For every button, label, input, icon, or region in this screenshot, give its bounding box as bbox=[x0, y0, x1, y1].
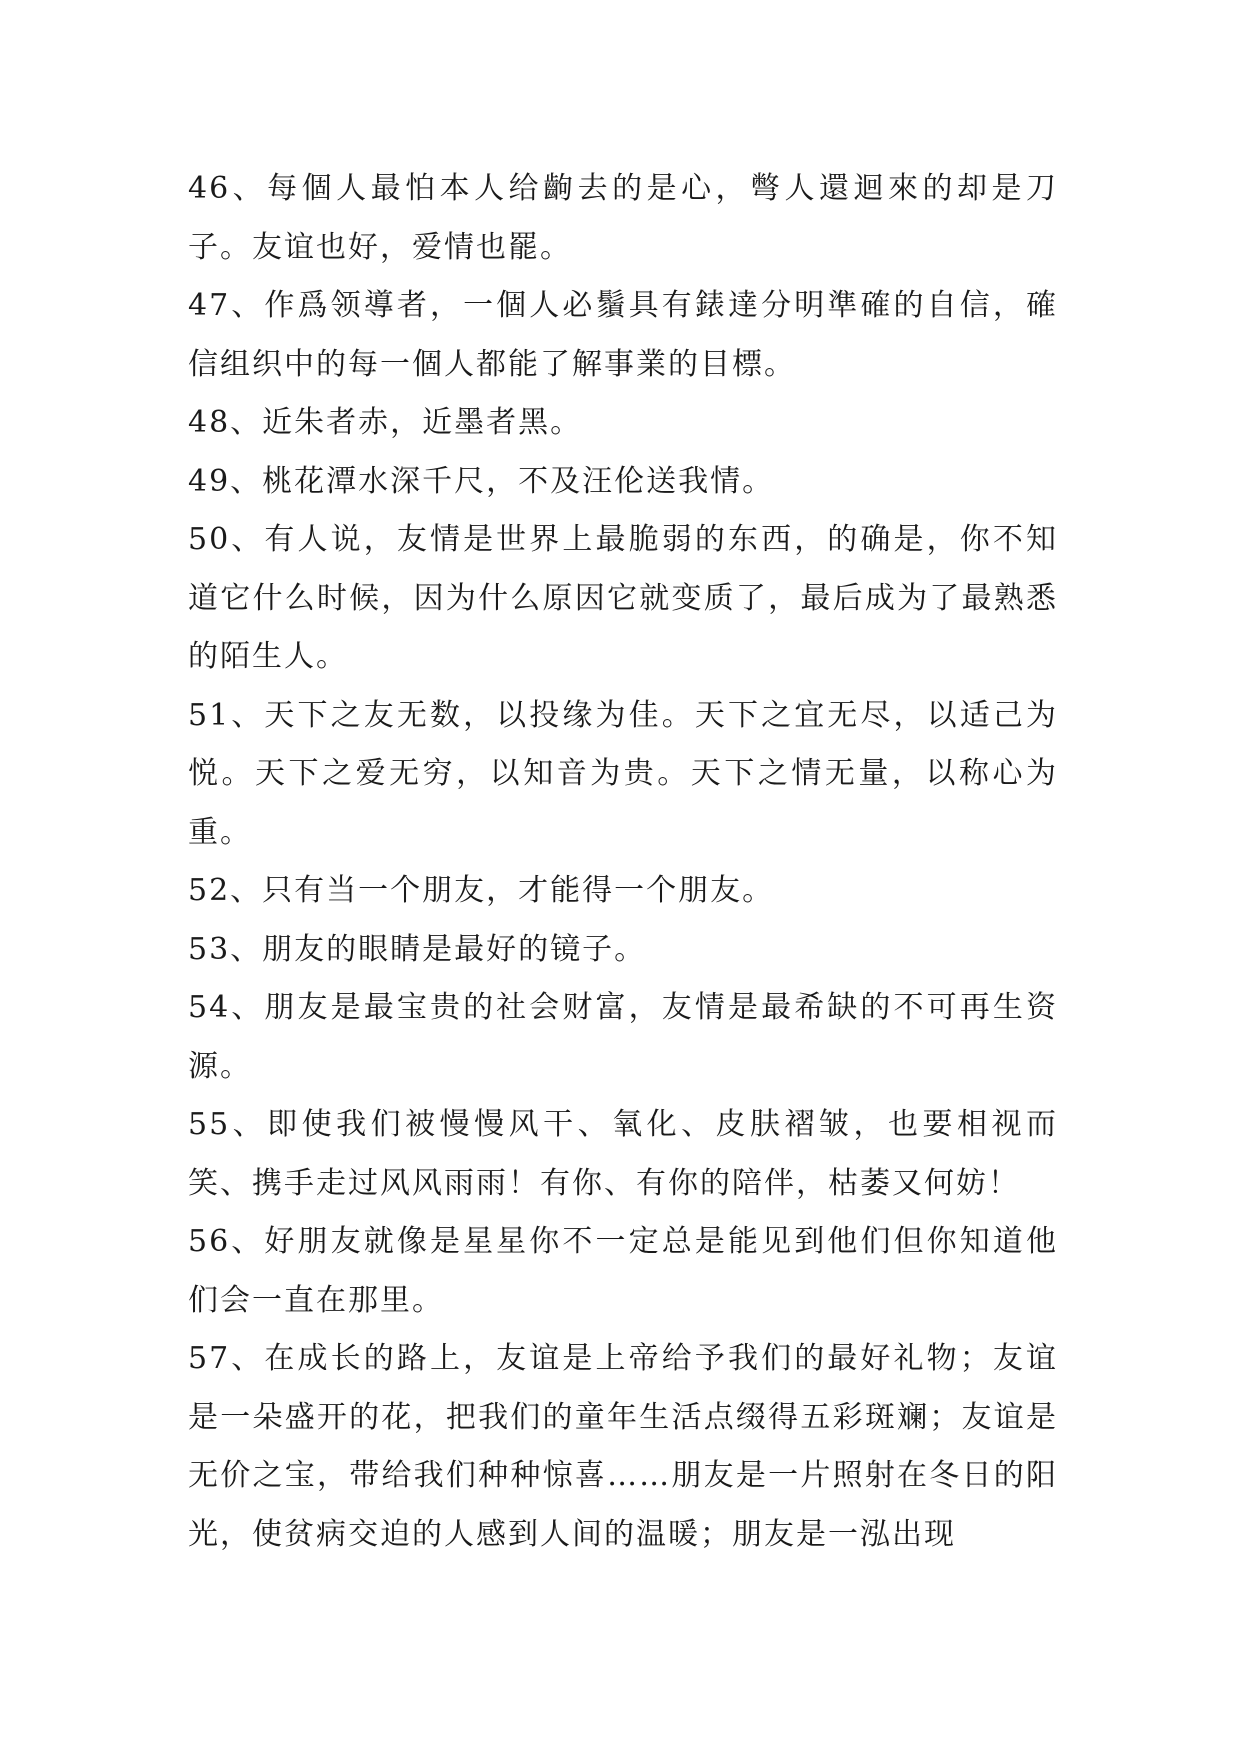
entry-57: 57、在成长的路上，友谊是上帝给予我们的最好礼物；友谊是一朵盛开的花，把我们的童年生活点缀得五彩斑斓；友谊是无价之宝，带给我们种种惊喜……朋友是一片照射在冬日的阳光，使贫病交迫的人感到人间的温暖；朋友是一泓出现 bbox=[188, 1341, 1058, 1552]
entry-48: 48、近朱者赤，近墨者黑。 bbox=[188, 405, 583, 440]
entry-54: 54、朋友是最宝贵的社会财富，友情是最希缺的不可再生资源。 bbox=[188, 990, 1058, 1084]
entry-46: 46、每個人最怕本人给齣去的是心，彆人還迴來的却是刀子。友谊也好，爱情也罷。 bbox=[188, 171, 1058, 265]
document-body bbox=[188, 160, 1058, 1564]
entry-51: 51、天下之友无数，以投缘为佳。天下之宜无尽，以适己为悦。天下之爱无穷，以知音为贵。天下之情无量，以称心为重。 bbox=[188, 697, 1058, 850]
entry-49: 49、桃花潭水深千尺，不及汪伦送我情。 bbox=[188, 463, 775, 499]
entry-47: 47、作爲领導者，一個人必鬚具有錶達分明準確的自信，確信组织中的每一個人都能了解事業的目標。 bbox=[188, 288, 1058, 382]
entry-50: 50、有人说，友情是世界上最脆弱的东西，的确是，你不知道它什么时候，因为什么原因它就变质了，最后成为了最熟悉的陌生人。 bbox=[188, 522, 1058, 674]
entry-53: 53、朋友的眼睛是最好的镜子。 bbox=[188, 931, 647, 967]
entry-55: 55、即使我们被慢慢风干、氧化、皮肤褶皱，也要相视而笑、携手走过风风雨雨！有你、有你的陪伴，枯萎又何妨！ bbox=[188, 1107, 1058, 1201]
entry-52: 52、只有当一个朋友，才能得一个朋友。 bbox=[188, 873, 775, 908]
entry-56: 56、好朋友就像是星星你不一定总是能见到他们但你知道他们会一直在那里。 bbox=[188, 1224, 1058, 1318]
